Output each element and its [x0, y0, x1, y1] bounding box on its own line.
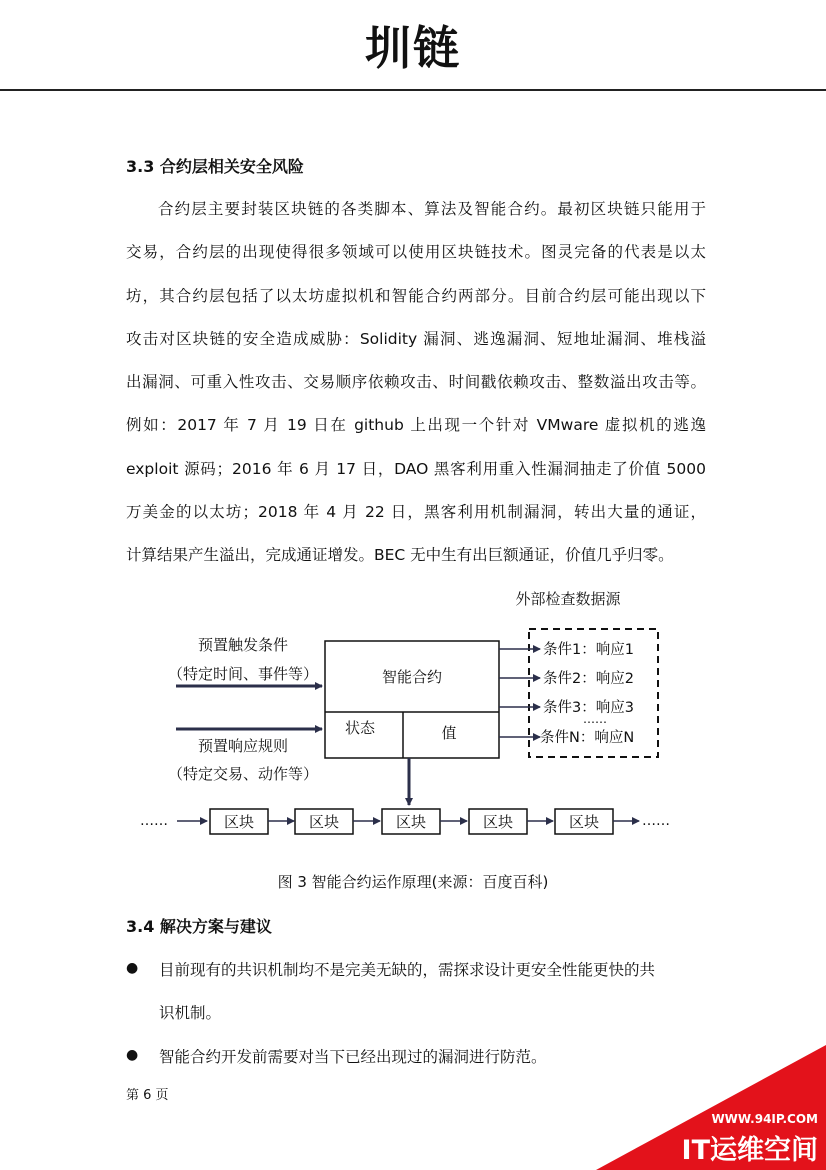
value-label: 值 — [441, 724, 457, 742]
section-heading-3-3: 3.3 合约层相关安全风险 — [126, 157, 304, 176]
bullet-dot: ● — [126, 960, 139, 976]
paragraph-line: 攻击对区块链的安全造成威胁：Solidity 漏洞、逃逸漏洞、短地址漏洞、堆栈溢 — [126, 329, 706, 348]
brand-logo: 圳链 — [365, 21, 461, 75]
watermark-badge — [596, 1045, 826, 1170]
state-label: 状态 — [344, 719, 376, 737]
chain-ellipsis-right: …… — [642, 813, 670, 829]
watermark-name: IT运维空间 — [681, 1135, 818, 1166]
page-number: 第 6 页 — [126, 1088, 169, 1103]
section-heading-3-4: 3.4 解决方案与建议 — [126, 917, 272, 936]
smart-contract-box — [325, 641, 499, 758]
paragraph-line: 出漏洞、可重入性攻击、交易顺序依赖攻击、时间戳依赖攻击、整数溢出攻击等。 — [126, 373, 706, 392]
trigger-label: 预置触发条件 — [197, 636, 289, 654]
paragraph-line: 合约层主要封装区块链的各类脚本、算法及智能合约。最初区块链只能用于 — [158, 200, 706, 218]
trigger-sub-label: （特定时间、事件等） — [167, 665, 319, 683]
block-label: 区块 — [308, 813, 340, 831]
paragraph-line: 例如：2017 年 7 月 19 日在 github 上出现一个针对 VMware 虚拟机的逃逸 — [126, 416, 706, 435]
watermark-url: WWW.94IP.COM — [711, 1112, 818, 1126]
paragraph-line: 万美金的以太坊；2018 年 4 月 22 日，黑客利用机制漏洞，转出大量的通证， — [126, 503, 706, 522]
response-sub-label: （特定交易、动作等） — [167, 765, 319, 783]
condition-n: 条件N：响应N — [540, 730, 635, 746]
bullet-dot: ● — [126, 1047, 139, 1063]
block-label: 区块 — [395, 813, 427, 831]
section-3-3-paragraph — [126, 188, 706, 578]
bullet-text-continued: 识机制。 — [159, 1004, 222, 1022]
paragraph-line: 坊，其合约层包括了以太坊虚拟机和智能合约两部分。目前合约层可能出现以下 — [126, 286, 706, 305]
paragraph-line: 交易，合约层的出现使得很多领域可以使用区块链技术。图灵完备的代表是以太 — [126, 243, 706, 262]
block-label: 区块 — [223, 813, 255, 831]
paragraph-line: exploit 源码；2016 年 6 月 17 日，DAO 黑客利用重入性漏洞抽走了价值 5000 — [126, 459, 706, 478]
bullet-text: 智能合约开发前需要对当下已经出现过的漏洞进行防范。 — [159, 1048, 547, 1066]
smart-contract-label: 智能合约 — [381, 668, 443, 686]
external-source-label: 外部检查数据源 — [515, 590, 621, 608]
header-divider — [0, 89, 826, 91]
response-label: 预置响应规则 — [197, 737, 289, 755]
condition-1: 条件1：响应1 — [543, 642, 634, 658]
figure-caption: 图 3 智能合约运作原理(来源：百度百科) — [277, 873, 549, 891]
smart-contract-diagram — [120, 580, 720, 850]
condition-3: 条件3：响应3 — [543, 700, 634, 716]
block-label: 区块 — [482, 813, 514, 831]
condition-ellipsis: …… — [583, 712, 607, 726]
condition-2: 条件2：响应2 — [543, 671, 634, 687]
block-label: 区块 — [568, 813, 600, 831]
bullet-text: 目前现有的共识机制均不是完美无缺的，需探求设计更安全性能更快的共 — [159, 961, 656, 979]
paragraph-line: 计算结果产生溢出，完成通证增发。BEC 无中生有出巨额通证，价值几乎归零。 — [126, 546, 674, 565]
chain-ellipsis-left: …… — [140, 813, 168, 829]
